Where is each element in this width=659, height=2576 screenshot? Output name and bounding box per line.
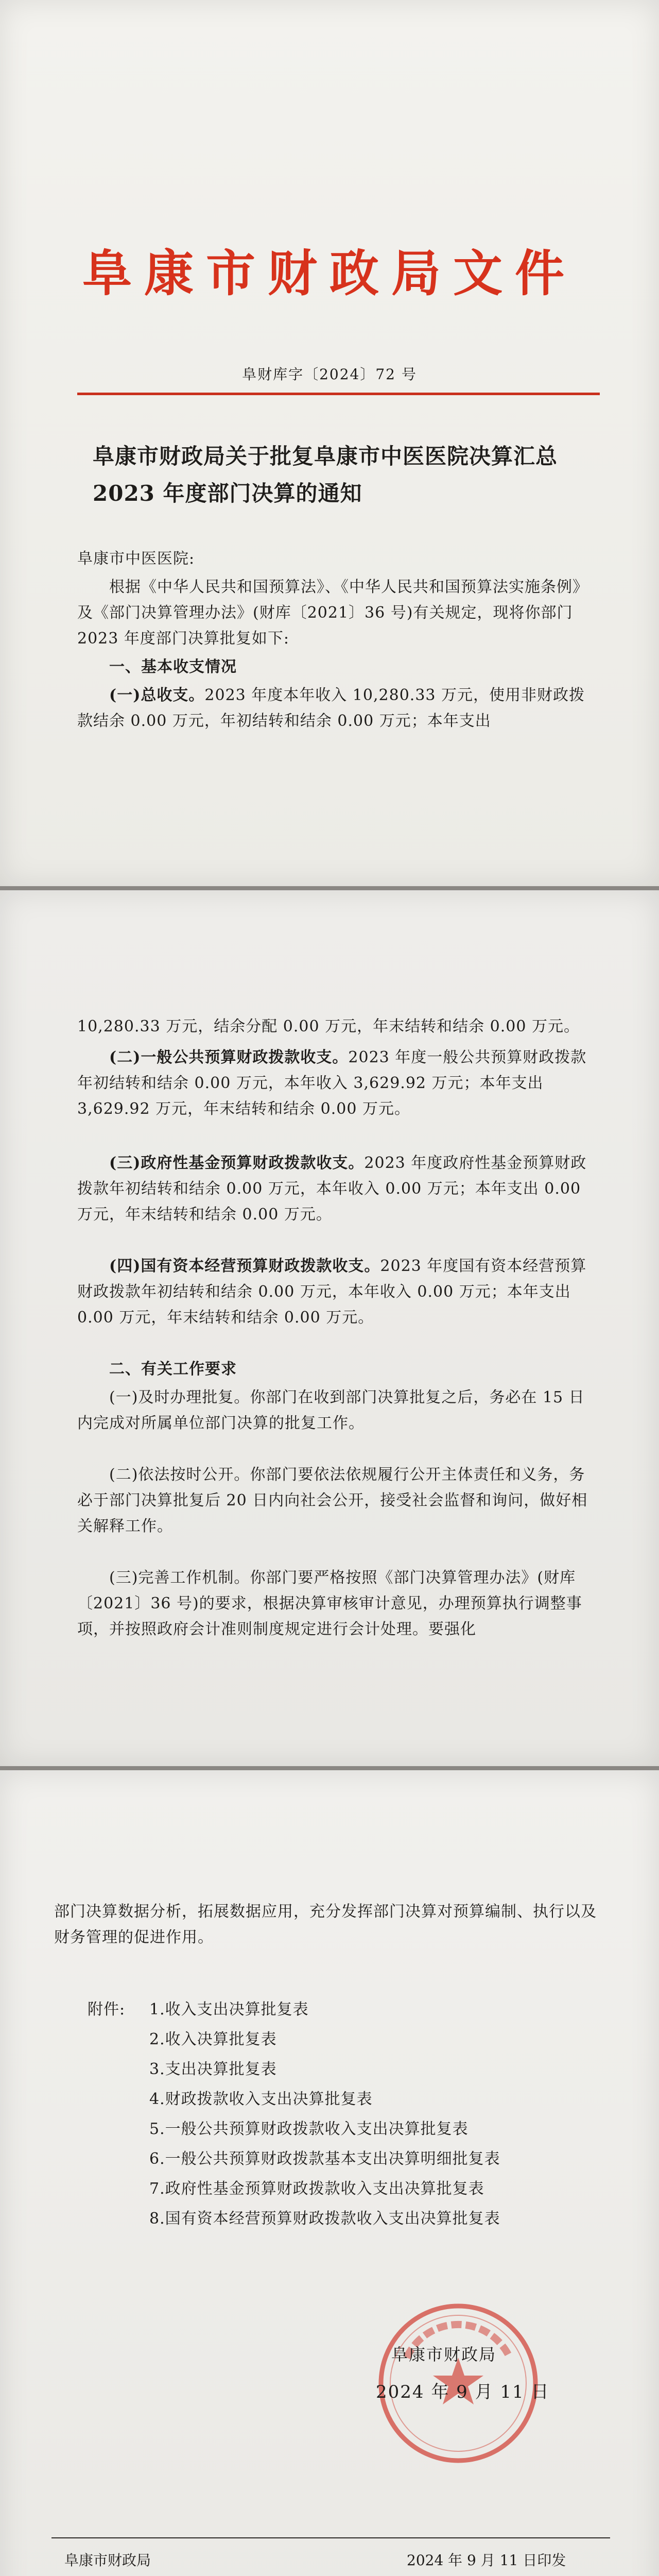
attachment-item: 5.一般公共预算财政拨款收入支出决算批复表 bbox=[149, 2120, 469, 2138]
general-budget-paragraph bbox=[77, 1045, 597, 1122]
section-2-heading: 二、有关工作要求 bbox=[109, 1360, 237, 1378]
fund-budget-paragraph bbox=[77, 1150, 597, 1228]
footer-top-rule bbox=[51, 2537, 610, 2538]
footer-issuer: 阜康市财政局 bbox=[64, 2552, 151, 2569]
attachment-item: 8.国有资本经营预算财政拨款收入支出决算批复表 bbox=[149, 2210, 500, 2228]
attachment-item: 4.财政拨款收入支出决算批复表 bbox=[149, 2090, 373, 2108]
attachment-item: 7.政府性基金预算财政拨款收入支出决算批复表 bbox=[149, 2180, 484, 2198]
document-number: 阜财库字〔2024〕72 号 bbox=[242, 366, 417, 383]
addressee: 阜康市中医医院: bbox=[77, 550, 195, 568]
document-page-2 bbox=[0, 890, 659, 1766]
signer-name: 阜康市财政局 bbox=[391, 2345, 497, 2364]
total-income-lead: (一)总收支。 bbox=[109, 686, 205, 704]
requirement-3-continued: 部门决算数据分析，拓展数据应用，充分发挥部门决算对预算编制、执行以及财务管理的促进作用。 bbox=[54, 1903, 597, 1946]
fund-budget-lead: (三)政府性基金预算财政拨款收支。 bbox=[109, 1154, 365, 1172]
agency-header-title: 阜康市财政局文件 bbox=[82, 244, 577, 302]
section-1-heading: 一、基本收支情况 bbox=[109, 658, 237, 676]
capital-budget-text: 2023 年度国有资本经营预算财政拨款年初结转和结余 0.00 万元，本年收入 0.00 万元；本年支出 0.00 万元，年末结转和结余 0.00 万元。 bbox=[77, 1257, 587, 1327]
document-page-1 bbox=[0, 0, 659, 886]
total-income-text: 2023 年度本年收入 10,280.33 万元，使用非财政拨款结余 0.00 万元，年初结转和结余 0.00 万元；本年支出 bbox=[77, 686, 585, 730]
requirement-3: (三)完善工作机制。你部门要严格按照《部门决算管理办法》(财库〔2021〕36 号)的要求，根据决算审核审计意见，办理预算执行调整事项，并按照政府会计准则制度规定进行会计处理。要强化 bbox=[77, 1569, 582, 1638]
document-page-3 bbox=[0, 1770, 659, 2576]
fund-budget-text: 2023 年度政府性基金预算财政拨款年初结转和结余 0.00 万元，本年收入 0.00 万元；本年支出 0.00 万元，年末结转和结余 0.00 万元。 bbox=[77, 1154, 587, 1224]
capital-budget-lead: (四)国有资本经营预算财政拨款收支。 bbox=[109, 1257, 380, 1275]
general-budget-lead: (二)一般公共预算财政拨款收支。 bbox=[109, 1048, 349, 1066]
total-income-continued: 10,280.33 万元，结余分配 0.00 万元，年末结转和结余 0.00 万元。 bbox=[77, 1018, 580, 1036]
attachment-item: 2.收入决算批复表 bbox=[149, 2030, 277, 2048]
footer-print-date: 2024 年 9 月 11 日印发 bbox=[407, 2552, 566, 2569]
capital-budget-paragraph bbox=[77, 1253, 597, 1331]
requirement-1: (一)及时办理批复。你部门在收到部门决算批复之后，务必在 15 日内完成对所属单位部门决算的批复工作。 bbox=[77, 1388, 585, 1432]
intro-paragraph: 根据《中华人民共和国预算法》、《中华人民共和国预算法实施条例》及《部门决算管理办法》(财库〔2021〕36 号)有关规定，现将你部门 2023 年度部门决算批复如下: bbox=[77, 578, 588, 648]
attachment-item: 1.收入支出决算批复表 bbox=[149, 2001, 309, 2019]
signature-date: 2024 年 9 月 11 日 bbox=[376, 2382, 550, 2402]
attachment-item: 3.支出决算批复表 bbox=[149, 2060, 277, 2078]
red-header-rule bbox=[77, 393, 600, 395]
document-title: 阜康市财政局关于批复阜康市中医医院决算汇总 2023 年度部门决算的通知 bbox=[93, 444, 558, 506]
total-income-paragraph bbox=[77, 683, 597, 734]
requirement-2: (二)依法按时公开。你部门要依法依规履行公开主体责任和义务，务必于部门决算批复后 20 日内向社会公开，接受社会监督和询问，做好相关解释工作。 bbox=[77, 1466, 588, 1535]
attachments-label: 附件: bbox=[88, 2001, 126, 2019]
attachment-item: 6.一般公共预算财政拨款基本支出决算明细批复表 bbox=[149, 2150, 500, 2168]
general-budget-text: 2023 年度一般公共预算财政拨款年初结转和结余 0.00 万元，本年收入 3,629.92 万元；本年支出 3,629.92 万元，年末结转和结余 0.00 万元。 bbox=[77, 1048, 587, 1118]
